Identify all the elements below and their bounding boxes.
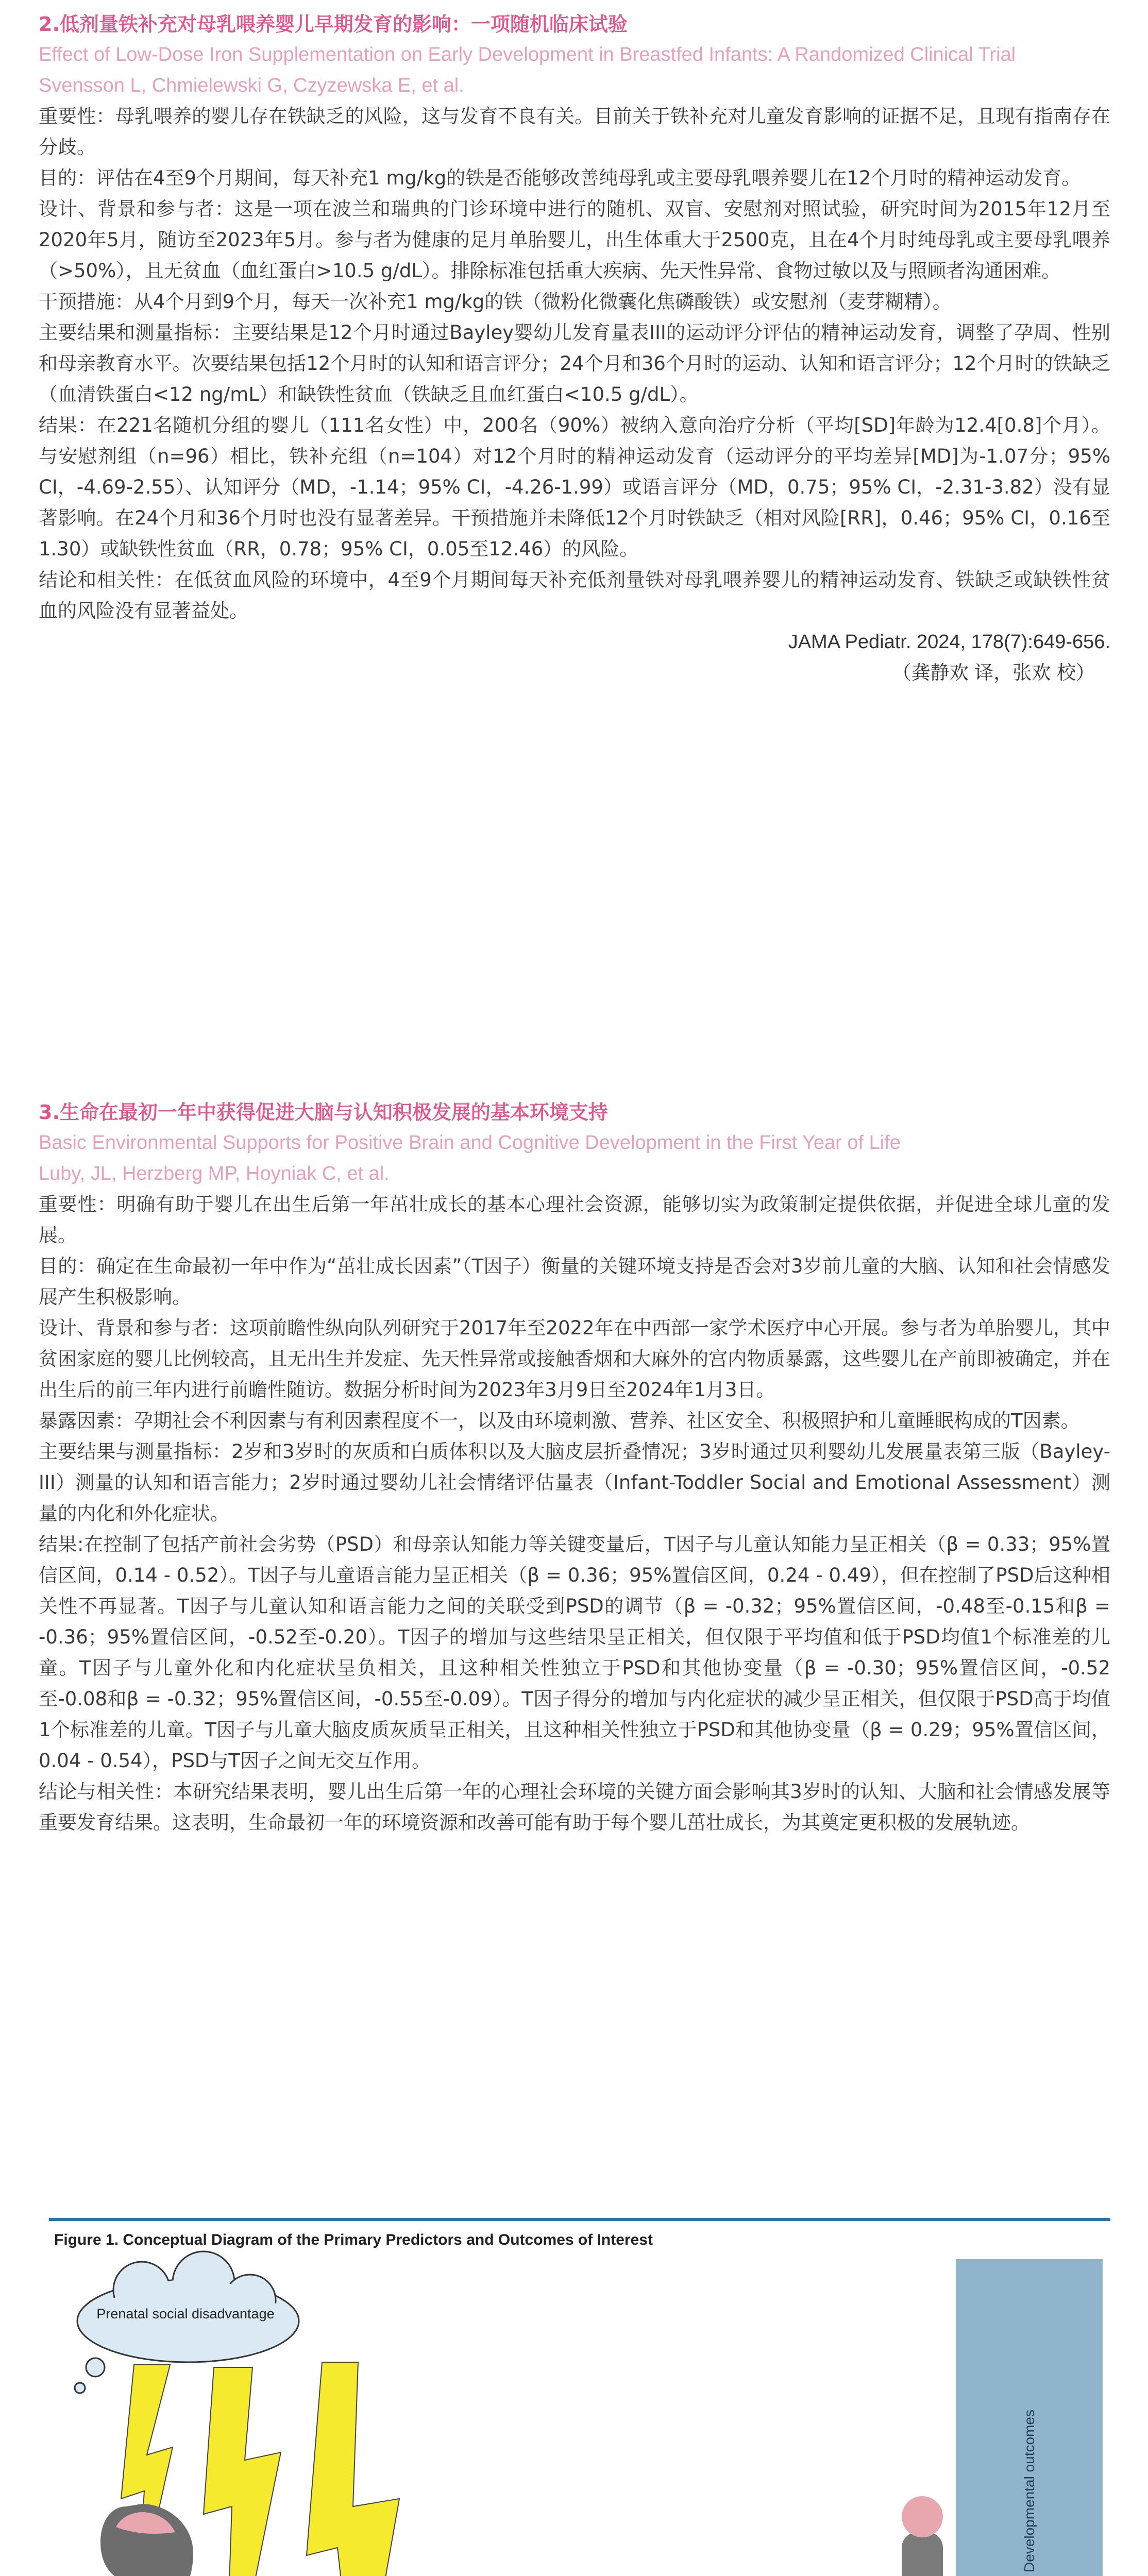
article-1-outcomes: 主要结果和测量指标：主要结果是12个月时通过Bayley婴幼儿发育量表III的运动评分评估的精神运动发育，调整了孕周、性别和母亲教育水平。次要结果包括12个月时的认知和语言评分；24个月和36个月时的运动、认知和语言评分；12个月时的铁缺乏（血清铁蛋白<12 ng/mL）和缺铁性贫血（铁缺乏且血红蛋白<10.5 g/dL）。 (39, 321, 1110, 405)
developmental-outcomes-label: Developmental outcomes (1021, 2410, 1037, 2572)
prenatal-cloud-label: Prenatal social disadvantage (96, 2306, 275, 2321)
article-1-objective: 目的：评估在4至9个月期间，每天补充1 mg/kg的铁是否能够改善纯母乳或主要母乳喂养婴儿在12个月时的精神运动发育。 (39, 167, 1081, 189)
figure-1-title: Figure 1. Conceptual Diagram of the Primary Predictors and Outcomes of Interest (54, 2231, 653, 2248)
article-2 (39, 1097, 1110, 1838)
article-1-intervention: 干预措施：从4个月到9个月，每天一次补充1 mg/kg的铁（微粉化微囊化焦磷酸铁）或安慰剂（麦芽糊精）。 (39, 291, 952, 313)
article-2-conclusion: 结论与相关性：本研究结果表明，婴儿出生后第一年的心理社会环境的关键方面会影响其3岁时的认知、大脑和社会情感发展等重要发育结果。这表明，生命最初一年的环境资源和改善可能有助于每个婴儿茁壮成长，为其奠定更积极的发展轨迹。 (39, 1781, 1110, 1834)
article-1-importance: 重要性：母乳喂养的婴儿存在铁缺乏的风险，这与发育不良有关。目前关于铁补充对儿童发育影响的证据不足，且现有指南存在分歧。 (39, 105, 1110, 158)
article-1-results: 结果：在221名随机分组的婴儿（111名女性）中，200名（90%）被纳入意向治疗分析（平均[SD]年龄为12.4[0.8]个月）。与安慰剂组（n=96）相比，铁补充组（n=104）对12个月时的精神运动发育（运动评分的平均差异[MD]为-1.07分；95% CI，-4.69-2.55）、认知评分（MD，-1.14；95% CI，-4.26-1.99）或语言评分（MD，0.75；95% CI，-2.31-3.82）没有显著影响。在24个月和36个月时也没有显著差异。干预措施并未降低12个月时铁缺乏（相对风险[RR]，0.46；95% CI，0.16至1.30）或缺铁性贫血（RR，0.78；95% CI，0.05至12.46）的风险。 (39, 414, 1110, 560)
prenatal-cloud (75, 2251, 299, 2393)
article-2-importance: 重要性：明确有助于婴儿在出生后第一年茁壮成长的基本心理社会资源，能够切实为政策制定提供依据，并促进全球儿童的发展。 (39, 1193, 1110, 1246)
article-1-conclusion: 结论和相关性：在低贫血风险的环境中，4至9个月期间每天补充低剂量铁对母乳喂养婴儿的精神运动发育、铁缺乏或缺铁性贫血的风险没有显著益处。 (39, 569, 1110, 622)
article-2-design: 设计、背景和参与者：这项前瞻性纵向队列研究于2017年至2022年在中西部一家学术医疗中心开展。参与者为单胎婴儿，其中贫困家庭的婴儿比例较高，且无出生并发症、先天性异常或接触香烟和大麻外的宫内物质暴露，这些婴儿在产前即被确定，并在出生后的前三年内进行前瞻性随访。数据分析时间为2023年3月9日至2024年1月3日。 (39, 1317, 1110, 1401)
child-36mo (902, 2496, 943, 2576)
article-2-objective: 目的：确定在生命最初一年中作为“茁壮成长因素”（T因子）衡量的关键环境支持是否会对3岁前儿童的大脑、认知和社会情感发展产生积极影响。 (39, 1255, 1110, 1308)
figure-1-diagram (49, 2218, 1110, 2576)
pregnant-mother-figure (79, 2504, 250, 2576)
figure-1 (49, 2218, 1110, 2576)
article-2-authors: Luby, JL, Herzberg MP, Hoyniak C, et al. (39, 1163, 390, 1184)
article-2-english-title: Basic Environmental Supports for Positive Brain and Cognitive Development in the First Year of Life (39, 1132, 901, 1154)
article-1-design: 设计、背景和参与者：这是一项在波兰和瑞典的门诊环境中进行的随机、双盲、安慰剂对照试验，研究时间为2015年12月至2020年5月，随访至2023年5月。参与者为健康的足月单胎婴儿，出生体重大于2500克，且在4个月时纯母乳或主要母乳喂养（>50%），且无贫血（血红蛋白>10.5 g/dL）。排除标准包括重大疾病、先天性异常、食物过敏以及与照顾者沟通困难。 (39, 198, 1110, 282)
article-2-outcomes: 主要结果与测量指标：2岁和3岁时的灰质和白质体积以及大脑皮层折叠情况；3岁时通过贝利婴幼儿发展量表第三版（Bayley-III）测量的认知和语言能力；2岁时通过婴幼儿社会情绪评估量表（Infant-Toddler Social and Emotional Assessment）测量的内化和外化症状。 (39, 1440, 1110, 1524)
article-1-translator: （龚静欢 译，张欢 校） (892, 662, 1095, 684)
article-2-title: 3.生命在最初一年中获得促进大脑与认知积极发展的基本环境支持 (39, 1101, 608, 1124)
article-1-english-title: Effect of Low-Dose Iron Supplementation on Early Development in Breastfed Infants: A Randomized Clinical Trial (39, 44, 1016, 65)
article-2-exposures: 暴露因素：孕期社会不利因素与有利因素程度不一，以及由环境刺激、营养、社区安全、积极照护和儿童睡眠构成的T因素。 (39, 1410, 1080, 1432)
article-1-title: 2.低剂量铁补充对母乳喂养婴儿早期发育的影响：一项随机临床试验 (39, 13, 628, 36)
lightning-bolt-right (307, 2362, 399, 2576)
article-1 (39, 9, 1110, 688)
lightning-bolt-middle (204, 2367, 281, 2576)
article-2-results: 结果:在控制了包括产前社会劣势（PSD）和母亲认知能力等关键变量后，T因子与儿童认知能力呈正相关（β = 0.33；95%置信区间，0.14 - 0.52）。T因子与儿童语言能力呈正相关（β = 0.36；95%置信区间，0.24 - 0.49），但在控制了PSD后这种相关性不再显著。T因子与儿童认知和语言能力之间的关联受到PSD的调节（β = -0.32；95%置信区间，-0.48至-0.15和β = -0.36；95%置信区间，-0.52至-0.20）。T因子的增加与这些结果呈正相关，但仅限于平均值和低于PSD均值1个标准差的儿童。T因子与儿童外化和内化症状呈负相关，且这种相关性独立于PSD和其他协变量（β = -0.30；95%置信区间，-0.52至-0.08和β = -0.32；95%置信区间，-0.55至-0.09）。T因子得分的增加与内化症状的减少呈正相关，但仅限于PSD高于均值1个标准差的儿童。T因子与儿童大脑皮质灰质呈正相关，且这种相关性独立于PSD和其他协变量（β = 0.29；95%置信区间，0.04 - 0.54），PSD与T因子之间无交互作用。 (39, 1533, 1110, 1772)
article-1-authors: Svensson L, Chmielewski G, Czyzewska E, et al. (39, 75, 464, 96)
article-1-citation: JAMA Pediatr. 2024, 178(7):649-656. (788, 631, 1110, 653)
